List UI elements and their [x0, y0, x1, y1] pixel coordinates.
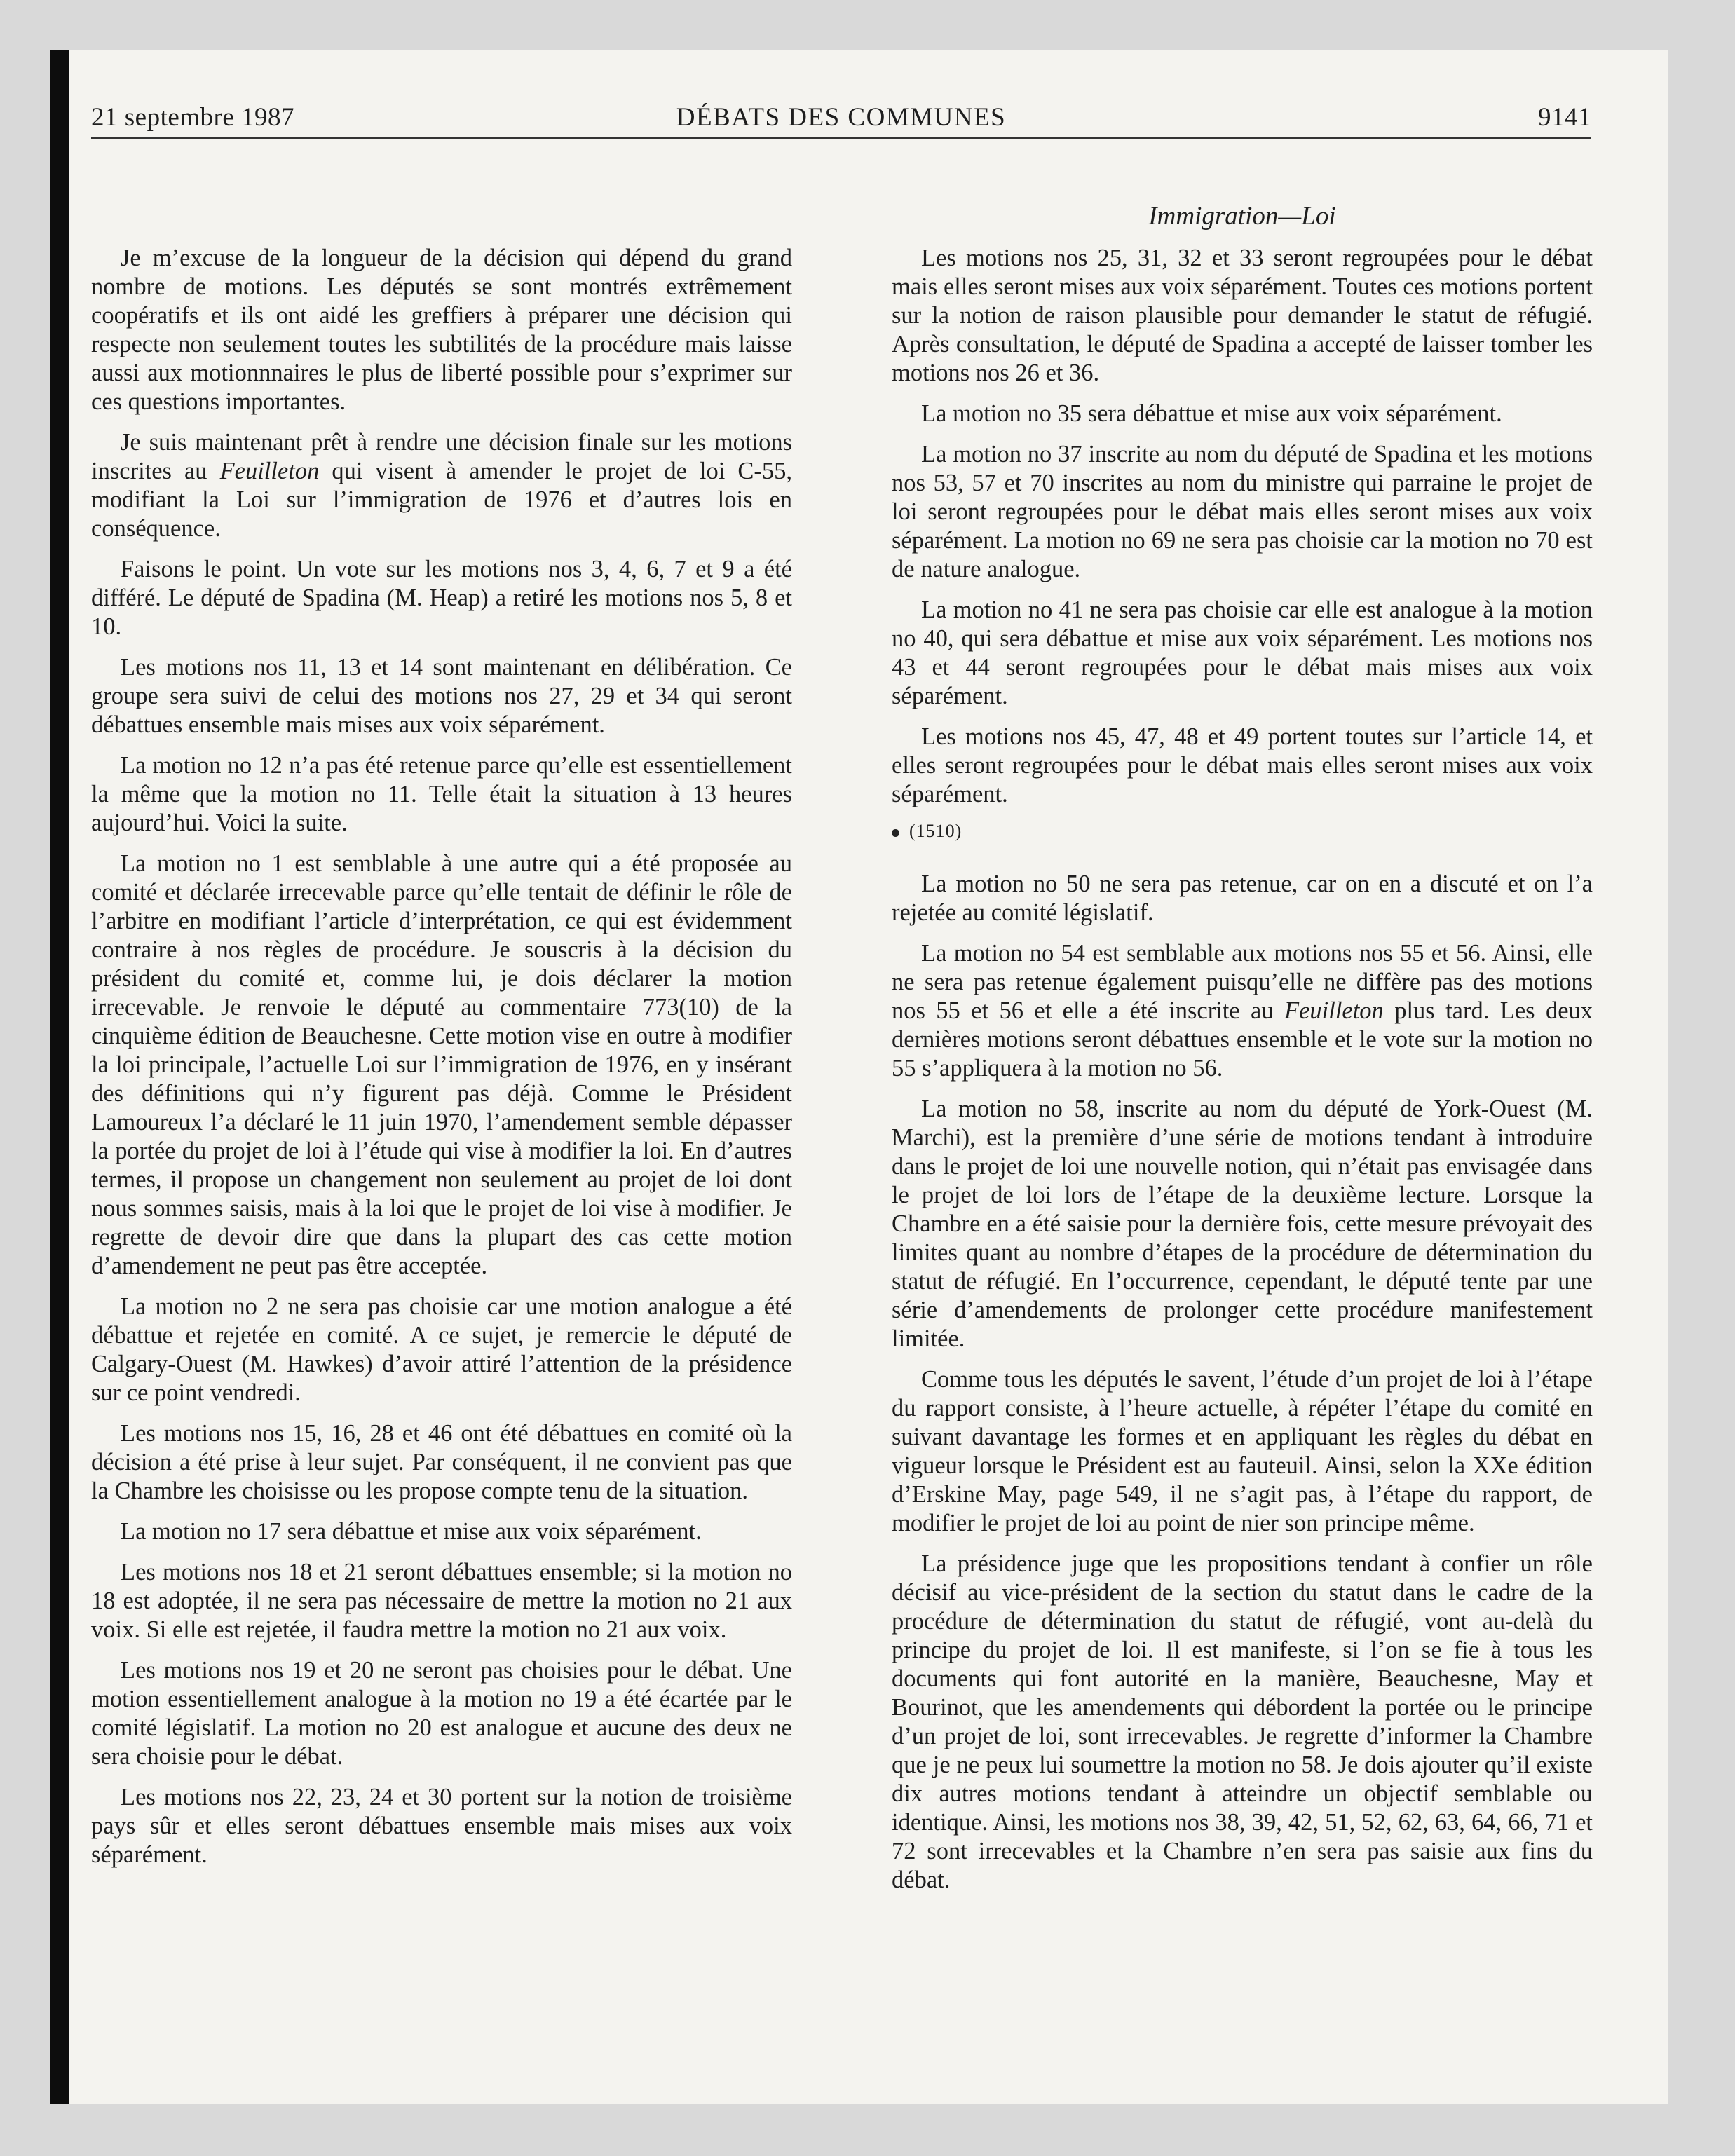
paragraph: La motion no 17 sera débattue et mise aux voix séparément. [121, 1518, 702, 1545]
left-column [91, 244, 792, 1881]
paragraph: Les motions nos 11, 13 et 14 sont maintenant en délibération. Ce groupe sera suivi de celui des motions nos 27, 29 et 34 qui seront débattues ensemble mais mises aux voix séparément. [91, 654, 792, 738]
scan-edge [50, 50, 69, 2104]
paragraph: La motion no 35 sera débattue et mise aux voix séparément. [921, 400, 1502, 427]
paragraph: Les motions nos 22, 23, 24 et 30 portent sur la notion de troisième pays sûr et elles seront débattues ensemble mais mises aux voix séparément. [91, 1784, 792, 1868]
paragraph: Les motions nos 18 et 21 seront débattues ensemble; si la motion no 18 est adoptée, il ne sera pas nécessaire de mettre la motion no 21 aux voix. Si elle est rejetée, il faudra mettre la motion no 21 aux voix. [91, 1559, 792, 1643]
paragraph: Les motions nos 19 et 20 ne seront pas choisies pour le débat. Une motion essentiellement analogue à la motion no 19 a été écartée par le comité législatif. La motion no 20 est analogue et aucune des deux ne sera choisie pour le débat. [91, 1657, 792, 1770]
paragraph: La motion no 1 est semblable à une autre qui a été proposée au comité et déclarée irrecevable parce qu’elle tentait de définir le rôle de l’arbitre en modifiant l’article d’interprétation, ce qui est évidemment contraire à nos règles de procédure. Je souscris à la décision du président du comité et, comme lui, je dois déclarer la motion irrecevable. Je renvoie le député au commentaire 773(10) de la cinquième édition de Beauchesne. Cette motion vise en outre à modifier la loi principale, l’actuelle Loi sur l’immigration de 1976, en y insérant des définitions qui n’y figurent pas déjà. Comme le Président Lamoureux l’a déclaré le 11 juin 1970, l’amendement semble dépasser la portée du projet de loi à l’étude qui vise à modifier la loi. En d’autres termes, il propose un changement non seulement au projet de loi dont nous sommes saisis, mais à la loi que le projet de loi vise à modifier. Je regrette de devoir dire que dans la plupart des cas cette motion d’amendement ne peut pas être acceptée. [91, 850, 792, 1279]
paragraph: La motion no 2 ne sera pas choisie car une motion analogue a été débattue et rejetée en comité. A ce sujet, je remercie le député de Calgary-Ouest (M. Hawkes) d’avoir attiré l’attention de la présidence sur ce point vendredi. [91, 1293, 792, 1406]
paragraph: Je suis maintenant prêt à rendre une décision finale sur les motions inscrites au Feuilleton qui visent à amender le projet de loi C-55, modifiant la Loi sur l’immigration de 1976 et d’autres lois en conséquence. [91, 429, 792, 542]
paragraph: La motion no 12 n’a pas été retenue parce qu’elle est essentiellement la même que la motion no 11. Telle était la situation à 13 heures aujourd’hui. Voici la suite. [91, 752, 792, 836]
header-title: DÉBATS DES COMMUNES [676, 103, 1007, 132]
paragraph: Les motions nos 25, 31, 32 et 33 seront regroupées pour le débat mais elles seront mises aux voix séparément. Toutes ces motions portent sur la notion de raison plausible pour demander le statut de réfugié. Après consultation, le député de Spadina a accepté de laisser tomber les motions nos 26 et 36. [892, 245, 1593, 386]
bullet-icon [892, 829, 899, 837]
paragraph: La motion no 54 est semblable aux motions nos 55 et 56. Ainsi, elle ne sera pas retenue également puisqu’elle ne diffère pas des motions nos 55 et 56 et elle a été inscrite au Feuilleton plus tard. Les deux dernières motions seront débattues ensemble et le vote sur la motion no 55 s’appliquera à la motion no 56. [892, 940, 1593, 1082]
paragraph: La motion no 41 ne sera pas choisie car elle est analogue à la motion no 40, qui sera débattue et mise aux voix séparément. Les motions nos 43 et 44 seront regroupées pour le débat mais mises aux voix séparément. [892, 596, 1593, 709]
paragraph: Faisons le point. Un vote sur les motions nos 3, 4, 6, 7 et 9 a été différé. Le député de Spadina (M. Heap) a retiré les motions nos 5, 8 et 10. [91, 556, 792, 640]
paragraph: La motion no 58, inscrite au nom du député de York-Ouest (M. Marchi), est la première d’une série de motions tendant à introduire dans le projet de loi une nouvelle notion, qui n’était pas envisagée dans le projet de loi lors de l’étape de la deuxième lecture. Lorsque la Chambre en a été saisie pour la dernière fois, cette mesure prévoyait des limites quant au nombre d’étapes de la procédure de détermination du statut de réfugié. En l’occurrence, cependant, le député tente par une série d’amendements de prolonger cette procédure manifestement limitée. [892, 1096, 1593, 1352]
section-subject: Immigration—Loi [1148, 202, 1336, 231]
paragraph: Comme tous les députés le savent, l’étude d’un projet de loi à l’étape du rapport consiste, à l’heure actuelle, à répéter l’étape du comité en suivant davantage les formes et en appliquant les règles du débat en vigueur lorsque le Président est au fauteuil. Ainsi, selon la XXe édition d’Erskine May, page 549, il ne s’agit pas, à l’étape du rapport, de modifier le projet de loi au point de nier son principe même. [892, 1366, 1593, 1536]
paragraph: La motion no 50 ne sera pas retenue, car on en a discuté et on l’a rejetée au comité législatif. [892, 871, 1593, 926]
paragraph: Les motions nos 45, 47, 48 et 49 portent toutes sur l’article 14, et elles seront regroupées pour le débat mais elles seront mises aux voix séparément. [892, 723, 1593, 807]
time-marker-label: (1510) [909, 821, 962, 841]
paragraph: Je m’excuse de la longueur de la décision qui dépend du grand nombre de motions. Les députés se sont montrés extrêmement coopératifs et ils ont aidé les greffiers à préparer une décision qui respecte non seulement toutes les subtilités de la procédure mais laisse aussi aux motionnnaires le plus de liberté possible pour s’exprimer sur ces questions importantes. [91, 245, 792, 415]
paragraph: La motion no 37 inscrite au nom du député de Spadina et les motions nos 53, 57 et 70 inscrites au nom du ministre qui parraine le projet de loi seront regroupées pour le débat mais elles seront mises aux voix séparément. La motion no 69 ne sera pas choisie car la motion no 70 est de nature analogue. [892, 441, 1593, 582]
time-marker [892, 821, 1593, 842]
paragraph: Les motions nos 15, 16, 28 et 46 ont été débattues en comité où la décision a été prise à leur sujet. Par conséquent, il ne convient pas que la Chambre les choisisse ou les propose compte tenu de la situation. [91, 1420, 792, 1504]
running-header [91, 97, 1591, 139]
page-number: 9141 [1538, 103, 1591, 132]
paragraph: La présidence juge que les propositions tendant à confier un rôle décisif au vice-président de la section du statut dans le cadre de la procédure de détermination du statut de réfugié, vont au-delà du principe du projet de loi. Il est manifeste, si l’on se fie à tous les documents qui font autorité en la manière, Beauchesne, May et Bourinot, que les amendements qui débordent la portée ou le principe d’un projet de loi, sont irrecevables. Je regrette d’informer la Chambre que je ne peux lui soumettre la motion no 58. Je dois ajouter qu’il existe dix autres motions tendant à atteindre un objectif semblable ou identique. Ainsi, les motions nos 38, 39, 42, 51, 52, 62, 63, 64, 66, 71 et 72 sont irrecevables et la Chambre n’en sera pas saisie aux fins du débat. [892, 1550, 1593, 1893]
right-column [892, 244, 1593, 1906]
header-date: 21 septembre 1987 [91, 103, 295, 132]
